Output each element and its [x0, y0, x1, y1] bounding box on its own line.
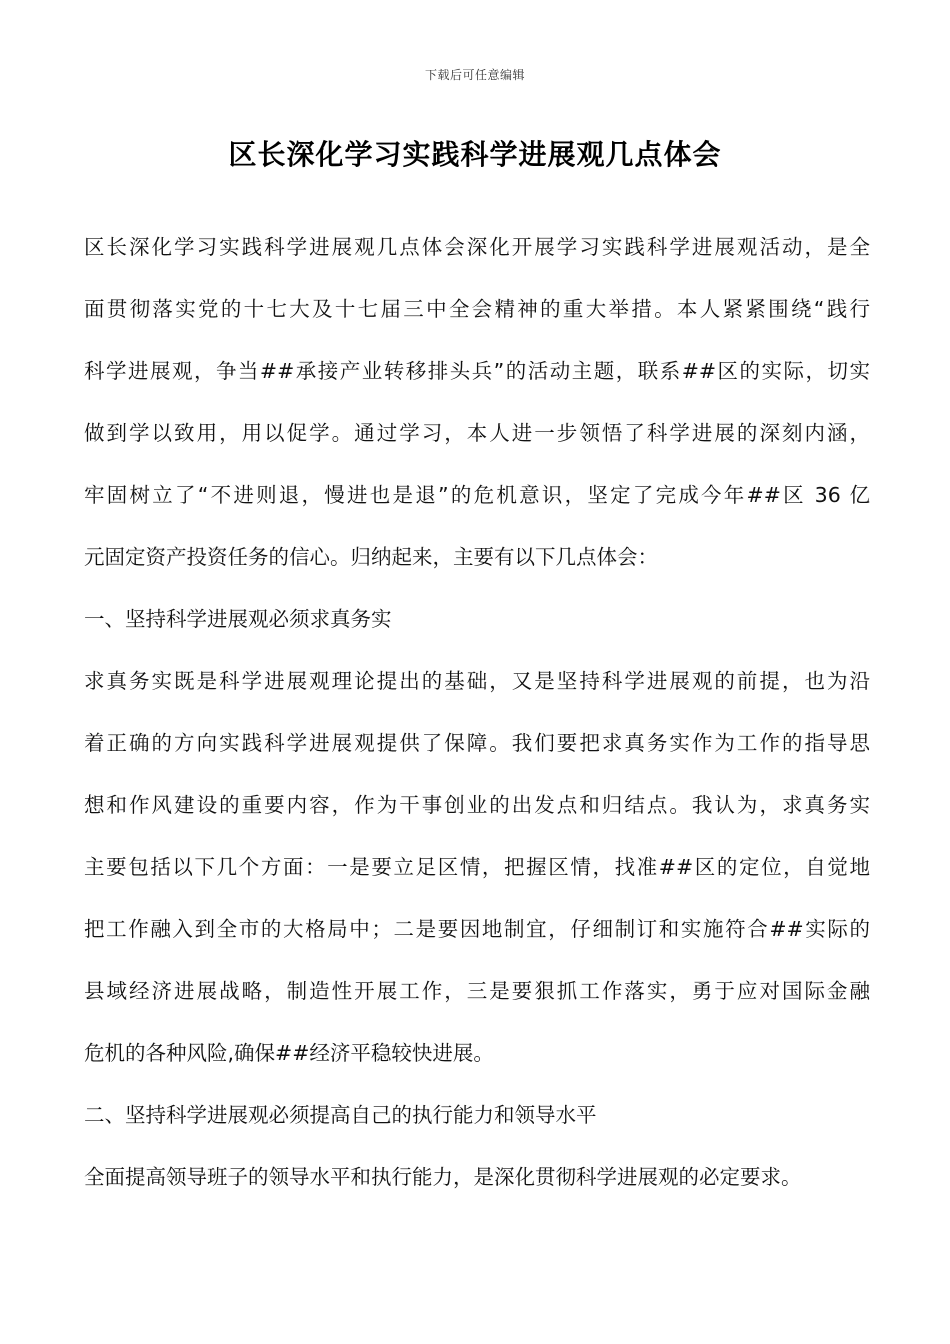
body-line: 区长深化学习实践科学进展观几点体会深化开展学习实践科学进展观活动，是全 — [84, 235, 870, 259]
body-line: 想和作风建设的重要内容，作为干事创业的出发点和归结点。我认为，求真务实 — [84, 793, 870, 817]
body-line: 求真务实既是科学进展观理论提出的基础，又是坚持科学进展观的前提，也为沿 — [84, 669, 870, 693]
body-line: 全面提高领导班子的领导水平和执行能力，是深化贯彻科学进展观的必定要求。 — [84, 1165, 802, 1189]
header-note: 下载后可任意编辑 — [424, 68, 525, 82]
body-line: 科学进展观，争当##承接产业转移排头兵”的活动主题，联系##区的实际，切实 — [84, 359, 870, 383]
body-line: 做到学以致用，用以促学。通过学习，本人进一步领悟了科学进展的深刻内涵， — [84, 421, 870, 445]
body-line: 元固定资产投资任务的信心。归纳起来，主要有以下几点体会： — [84, 545, 658, 569]
body-line: 面贯彻落实党的十七大及十七届三中全会精神的重大举措。本人紧紧围绕“践行 — [84, 297, 870, 321]
body-line: 把工作融入到全市的大格局中；二是要因地制宜，仔细制订和实施符合##实际的 — [84, 917, 870, 941]
body-line: 危机的各种风险,确保##经济平稳较快进展。 — [84, 1041, 494, 1065]
document-title: 区长深化学习实践科学进展观几点体会 — [228, 138, 722, 171]
document-body — [84, 216, 870, 1208]
body-line: 着正确的方向实践科学进展观提供了保障。我们要把求真务实作为工作的指导思 — [84, 731, 870, 755]
body-line: 牢固树立了“不进则退，慢进也是退”的危机意识，坚定了完成今年##区 36 亿 — [84, 483, 870, 507]
section-heading-1: 一、坚持科学进展观必须求真务实 — [84, 607, 392, 631]
body-line: 主要包括以下几个方面：一是要立足区情，把握区情，找准##区的定位，自觉地 — [84, 855, 870, 879]
section-heading-2: 二、坚持科学进展观必须提高自己的执行能力和领导水平 — [84, 1103, 597, 1127]
body-line: 县域经济进展战略，制造性开展工作，三是要狠抓工作落实，勇于应对国际金融 — [84, 979, 870, 1003]
